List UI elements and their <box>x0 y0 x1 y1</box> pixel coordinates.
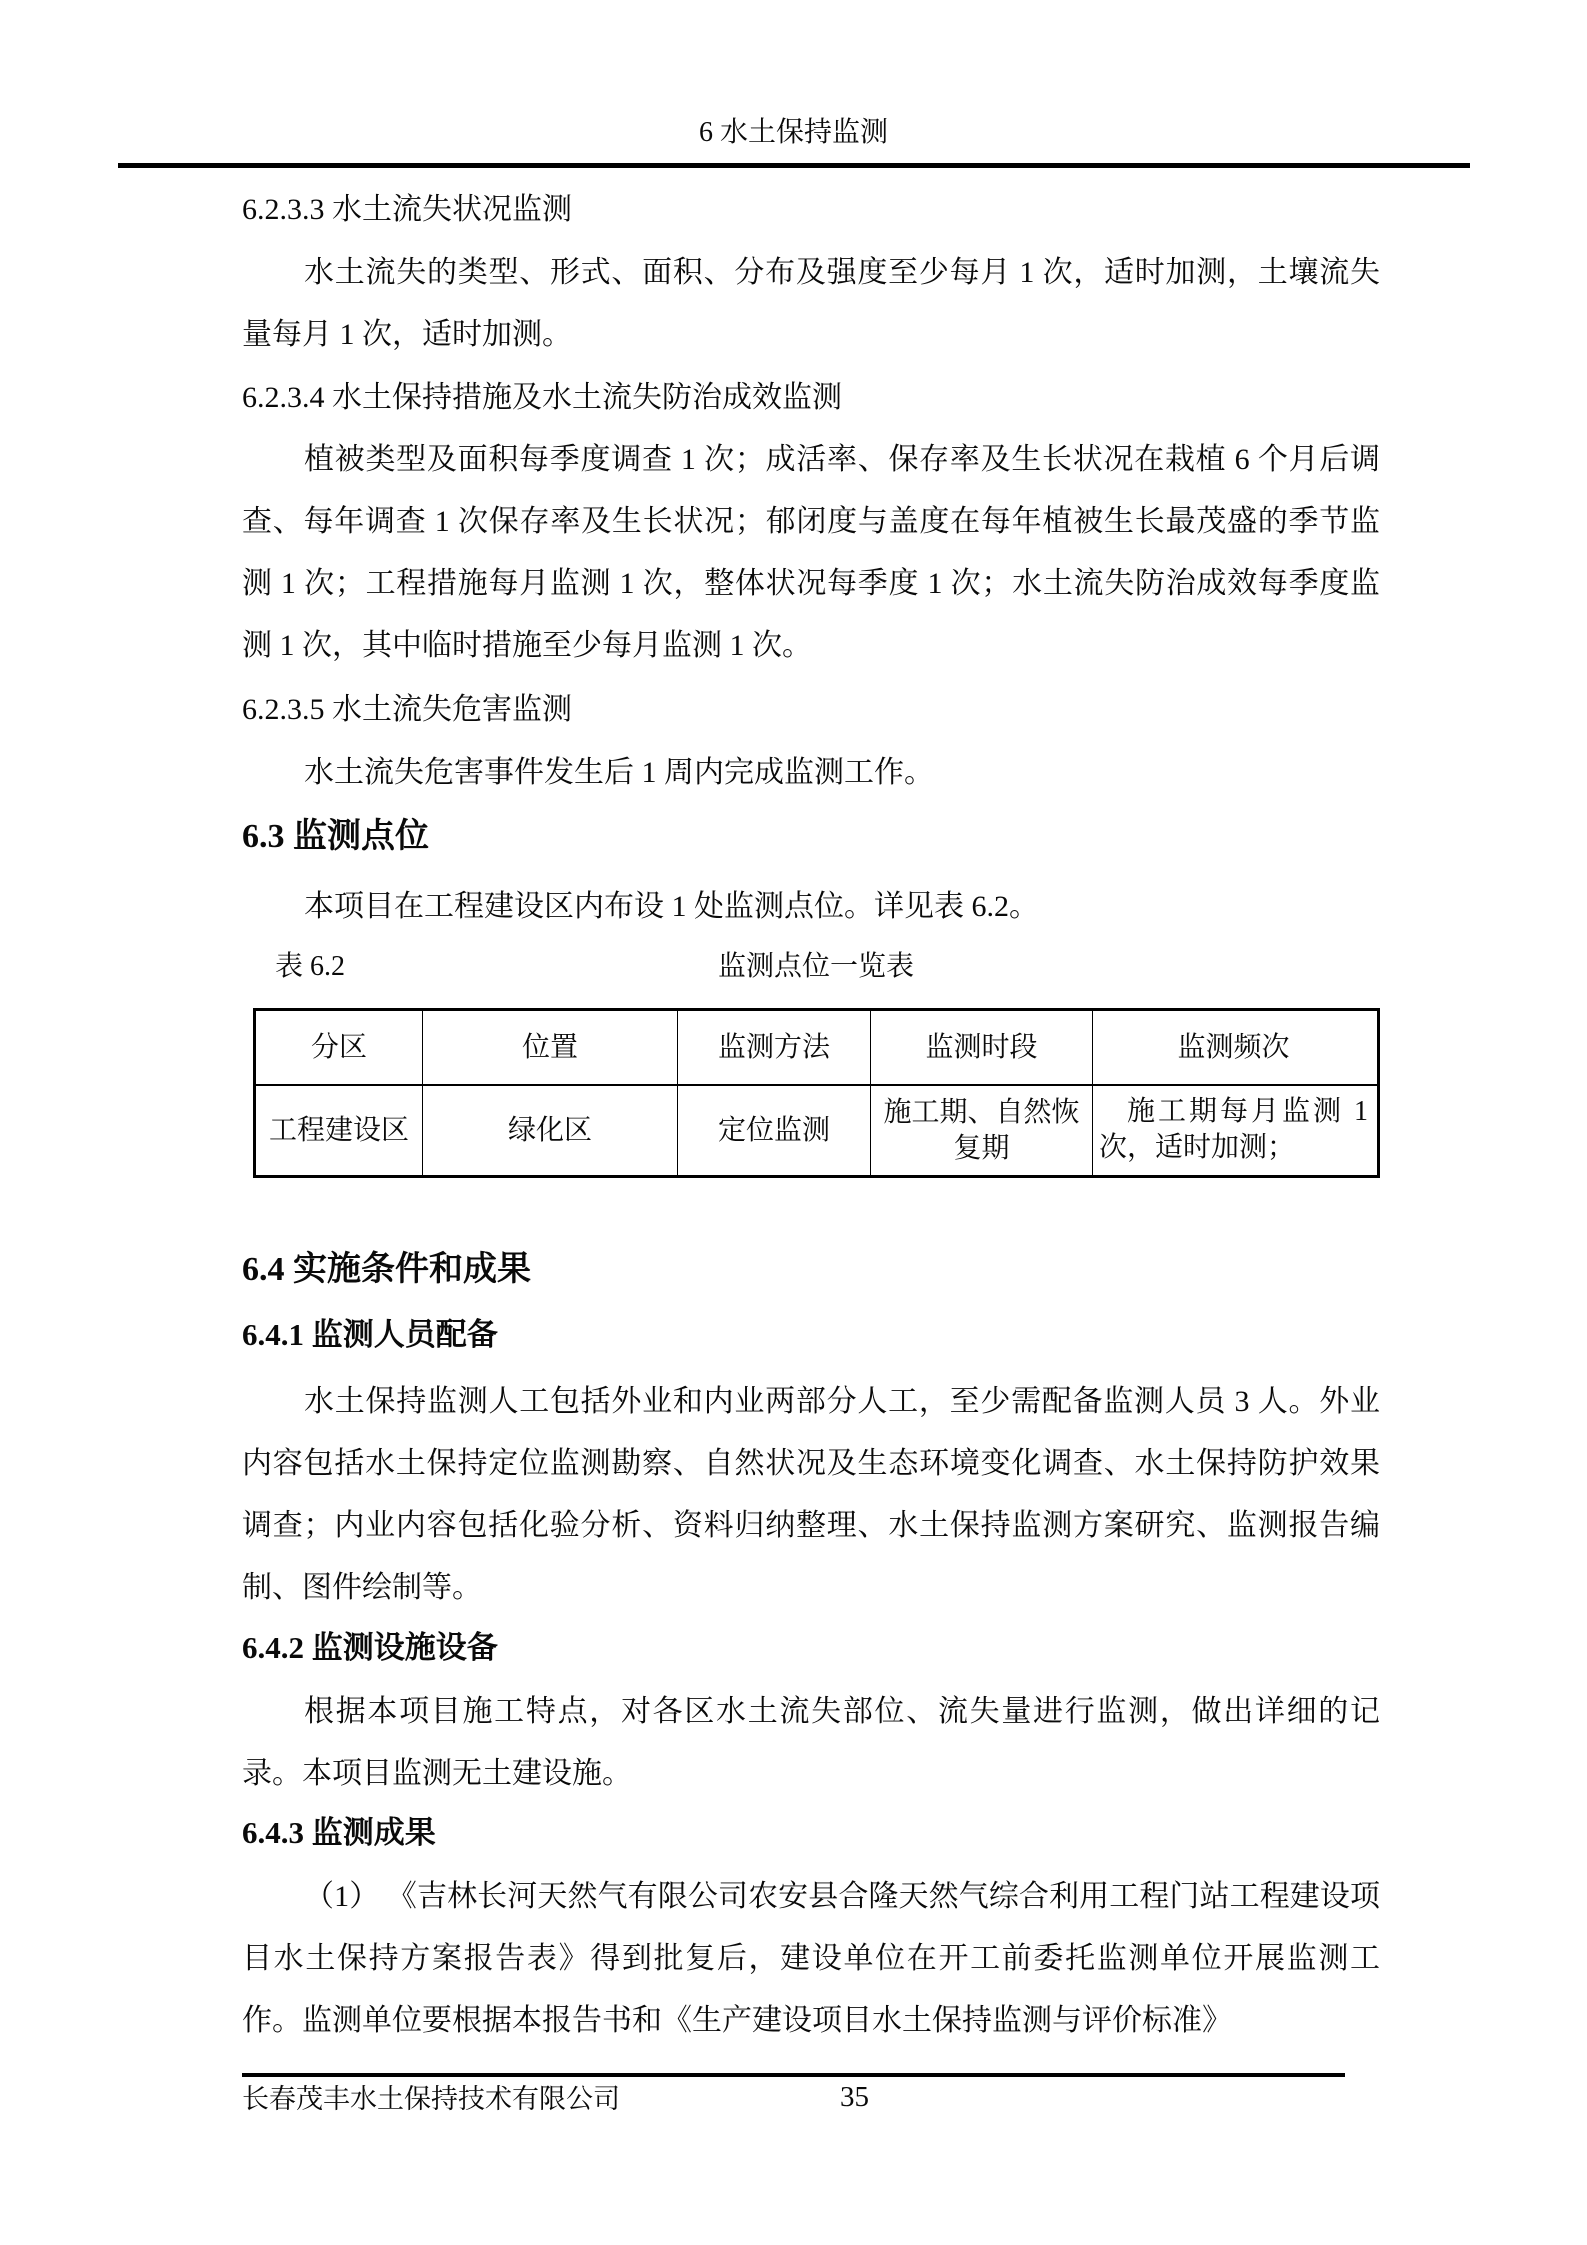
table-row <box>256 1086 1377 1175</box>
table-cell-frequency: 施工期每月监测 1 次，适时加测； <box>1099 1096 1368 1163</box>
paragraph-soil-loss-status: 水土流失的类型、形式、面积、分布及强度至少每月 1 次，适时加测，土壤流失量每月 1 次，适时加测。 <box>242 256 1380 351</box>
table-cell-location: 绿化区 <box>423 1086 678 1175</box>
table-caption-label: 表 6.2 <box>275 951 346 982</box>
table-caption <box>242 938 1380 996</box>
section-heading-6-4-3: 6.4.3 监测成果 <box>242 1815 436 1850</box>
table-header-cell-zone: 分区 <box>256 1011 423 1084</box>
table-cell-zone: 工程建设区 <box>256 1086 423 1175</box>
section-heading-6-3: 6.3 监测点位 <box>242 818 429 855</box>
page-header-rule <box>118 163 1470 168</box>
paragraph-hazard-monitoring: 水土流失危害事件发生后 1 周内完成监测工作。 <box>304 756 934 789</box>
table-cell-period: 施工期、自然恢复期 <box>871 1086 1093 1175</box>
table-header-cell-location: 位置 <box>423 1011 678 1084</box>
table-caption-title: 监测点位一览表 <box>718 951 915 982</box>
section-heading-6-4-1: 6.4.1 监测人员配备 <box>242 1317 498 1352</box>
table-header-cell-method: 监测方法 <box>678 1011 871 1084</box>
footer-company-name: 长春茂丰水土保持技术有限公司 <box>242 2084 620 2114</box>
footer-page-number: 35 <box>840 2081 869 2113</box>
paragraph-monitoring-points: 本项目在工程建设区内布设 1 处监测点位。详见表 6.2。 <box>304 890 1039 923</box>
section-heading-6-2-3-3: 6.2.3.3 水土流失状况监测 <box>242 193 572 226</box>
paragraph-measures-effect: 植被类型及面积每季度调查 1 次；成活率、保存率及生长状况在栽植 6 个月后调查、每年调查 1 次保存率及生长状况；郁闭度与盖度在每年植被生长最茂盛的季节监测 1 次；工程措施每月监测 1 次，整体状况每季度 1 次；水土流失防治成效每季度监测 1 次，其中临时措施至少每月监测 1 次。 <box>242 443 1380 662</box>
table-cell-method: 定位监测 <box>678 1086 871 1175</box>
table-header-cell-frequency: 监测频次 <box>1177 1031 1290 1063</box>
section-heading-6-4-2: 6.4.2 监测设施设备 <box>242 1630 498 1665</box>
section-heading-6-2-3-4: 6.2.3.4 水土保持措施及水土流失防治成效监测 <box>242 381 842 414</box>
page-footer-rule <box>242 2073 1345 2077</box>
paragraph-results: （1） 《吉林长河天然气有限公司农安县合隆天然气综合利用工程门站工程建设项目水土保持方案报告表》得到批复后，建设单位在开工前委托监测单位开展监测工作。监测单位要根据本报告书和《生产建设项目水土保持监测与评价标准》 <box>242 1880 1380 2037</box>
section-heading-6-2-3-5: 6.2.3.5 水土流失危害监测 <box>242 693 572 726</box>
table-header-row <box>256 1011 1377 1086</box>
section-heading-6-4: 6.4 实施条件和成果 <box>242 1251 531 1288</box>
paragraph-personnel: 水土保持监测人工包括外业和内业两部分人工，至少需配备监测人员 3 人。外业内容包括水土保持定位监测勘察、自然状况及生态环境变化调查、水土保持防护效果调查；内业内容包括化验分析、资料归纳整理、水土保持监测方案研究、监测报告编制、图件绘制等。 <box>242 1385 1380 1604</box>
monitoring-points-table <box>253 1008 1380 1178</box>
table-header-cell-period: 监测时段 <box>871 1011 1093 1084</box>
page-header-title: 6 水土保持监测 <box>698 117 888 148</box>
paragraph-facilities: 根据本项目施工特点，对各区水土流失部位、流失量进行监测，做出详细的记录。本项目监测无土建设施。 <box>242 1695 1380 1790</box>
